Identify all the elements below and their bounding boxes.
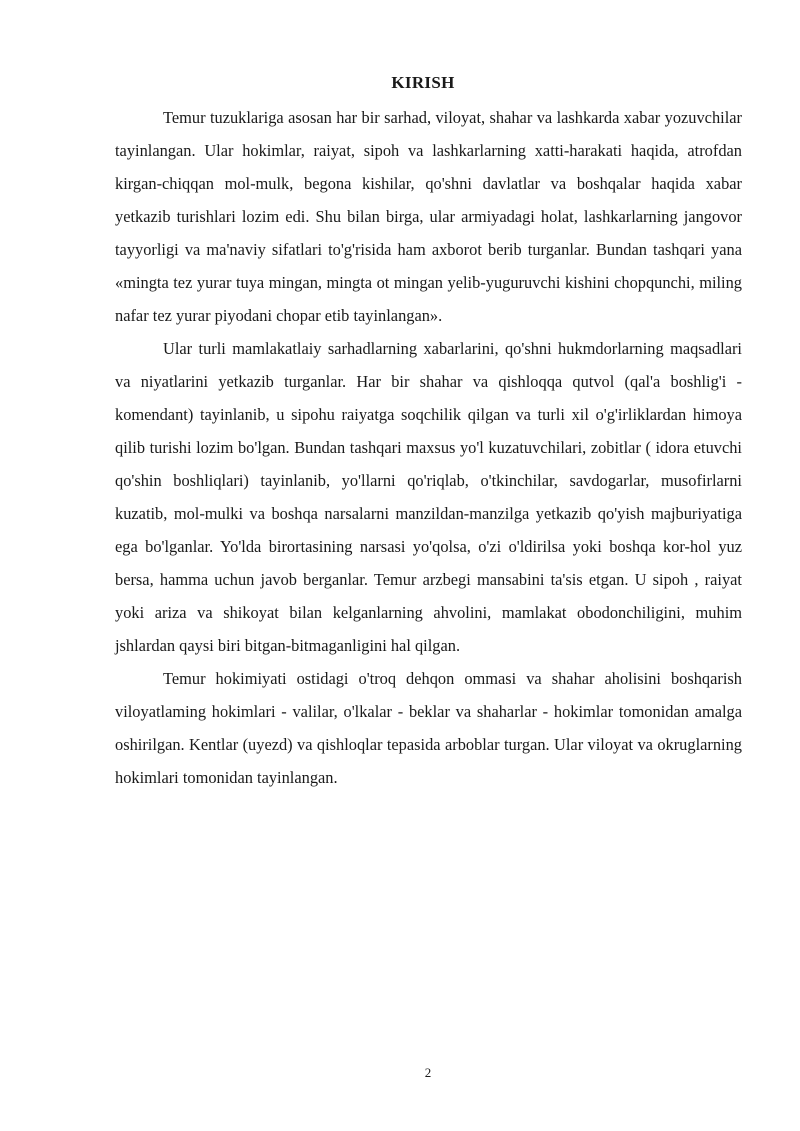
paragraph: Temur hokimiyati ostidagi o'troq dehqon ommasi va shahar aholisini boshqarish viloyatlaming hokimlari - valilar, o'lkalar - beklar va shaharlar - hokimlar tomonidan amalga oshirilgan. Kentlar (uyezd) va qishloqlar tepasida arboblar turgan. Ular viloyat va okruglarning hokimlari tomonidan tayinlangan. [115,669,742,787]
paragraph: Temur tuzuklariga asosan har bir sarhad, viloyat, shahar va lashkarda xabar yozuvchilar tayinlangan. Ular hokimlar, raiyat, sipoh va lashkarlarning xatti-harakati haqida, atrofdan kirgan-chiqqan mol-mulk, begona kishilar, qo'shni davlatlar va boshqalar haqida xabar yetkazib turishlari lozim edi. Shu bilan birga, ular armiyadagi holat, lashkarlarning jangovor tayyorligi va ma'naviy sifatlari to'g'risida ham axborot berib turganlar. Bundan tashqari yana «mingta tez yurar tuya mingan, mingta ot mingan yelib-yuguruvchi kishini chopqunchi, miling nafar tez yurar piyodani chopar etib tayinlangan». [115,108,742,325]
page-title: KIRISH [391,73,455,92]
document-body [115,101,742,794]
paragraph: Ular turli mamlakatlaiy sarhadlarning xabarlarini, qo'shni hukmdorlarning maqsadlari va niyatlarini yetkazib turganlar. Har bir shahar va qishloqqa qutvol (qal'a boshlig'i - komendant) tayinlanib, u sipohu raiyatga soqchilik qilgan va turli xil o'g'irliklardan himoya qilib turishi lozim bo'lgan. Bundan tashqari maxsus yo'l kuzatuvchilari, zobitlar ( idora etuvchi qo'shin boshliqlari) tayinlanib, yo'llarni qo'riqlab, o'tkinchilar, savdogarlar, musofirlarni kuzatib, mol-mulki va boshqa narsalarni manzildan-manzilga yetkazib qo'yish majburiyatiga ega bo'lganlar. Yo'lda birortasining narsasi yo'qolsa, o'zi o'ldirilsa yoki boshqa kor-hol yuz bersa, hamma uchun javob berganlar. Temur arzbegi mansabini ta'sis etgan. U sipoh , raiyat yoki ariza va shikoyat bilan kelganlarning ahvolini, mamlakat obodonchiligini, muhim jshlardan qaysi biri bitgan-bitmaganligini hal qilgan. [115,339,742,655]
page-number: 2 [424,1065,432,1080]
